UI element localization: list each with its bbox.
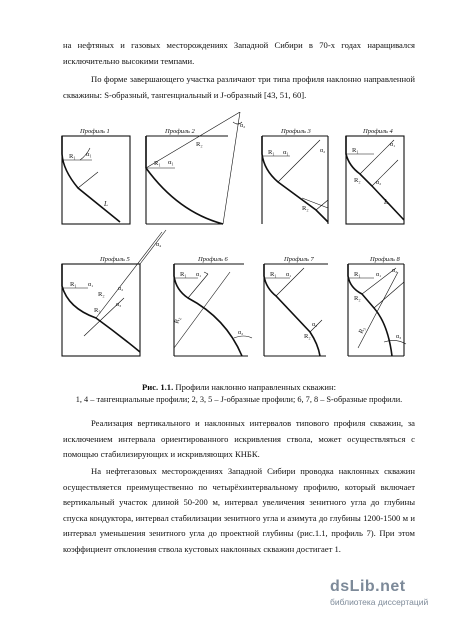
paragraph-profile-types: По форме завершающего участка различают три типа профиля наклонно направленной скважины: S-образный, тангенциальный и J-образный [43, 51, 60]. [63,74,415,100]
p1-r1: R₁ [69,153,76,160]
profile-6-label: Профиль 6 [198,256,228,263]
profile-4 [346,128,404,224]
p2-r1: R₁ [154,160,161,167]
watermark-logo [330,578,445,607]
p5-a4: α₄ [156,242,162,248]
paragraph-west-siberia: На нефтегазовых месторождениях Западной Сибири проводка наклонных скважин осуществляется преимущественно по четырёхинтервальному профилю, который включает вертикальный участок длиной 50-200 м, интервал увеличения зенитного угла до глубины спуска кондуктора, интервал стабилизации зенитного угла и азимута до глубины 1200-1500 м и интервал уменьшения зенитного угла до проектной глубины (рис.1.1, профиль 7). При этом коэффициент отклонения ствола кустовых наклонных скважин достигает 1. [63,466,415,554]
profile-3 [262,128,328,224]
well-profiles-figure [58,112,408,377]
profile-2 [146,112,245,224]
profile-2-label: Профиль 2 [165,128,195,135]
p4-a2: α₂ [376,180,382,186]
p8-r3: R₃ [357,325,367,335]
profile-5 [62,230,166,356]
p5-r2: R₂ [98,291,105,298]
profile-8-label: Профиль 8 [370,256,400,263]
p6-r2: R₂ [173,316,183,325]
p6-a2: α₂ [238,330,244,336]
p5-a1: α₁ [88,282,94,288]
p3-r2: R₂ [302,205,309,212]
profile-8 [348,256,406,356]
p7-r2: R₂ [304,333,311,340]
p3-a1: α₁ [283,149,289,156]
p1-a1: α₁ [86,151,92,158]
p7-r1: R₁ [270,271,277,278]
profile-3-label: Профиль 3 [281,128,311,135]
figure-caption [63,382,415,393]
profile-7 [264,256,328,356]
p3-r1: R₁ [268,149,275,156]
figure-caption-title: Профили наклонно направленных скважин: [175,382,336,392]
profile-7-label: Профиль 7 [284,256,314,263]
p4-r1: R₁ [352,147,359,154]
paragraph-intro: на нефтяных и газовых месторождениях Западной Сибири в 70-х годах наращивался исключительно высокими темпами. [63,40,415,66]
p5-r1: R₁ [70,281,77,288]
p7-a2: α₂ [312,322,318,328]
p8-a1: α₁ [376,272,382,278]
profile-4-label: Профиль 4 [363,128,393,135]
p4-l: L [384,198,388,206]
p4-r2: R₂ [354,177,361,184]
p8-a2: α₂ [392,268,398,274]
p5-a3: α₃ [116,302,122,308]
p8-a3: α₃ [396,334,402,340]
watermark-title: dsLib.net [330,578,406,595]
p3-a2: α₂ [320,148,326,154]
p2-a1: α₁ [168,159,174,166]
profile-1-label: Профиль 1 [80,128,110,135]
p2-a2: α₂ [240,123,246,129]
p8-r2: R₂ [354,295,361,302]
p7-a1: α₁ [286,272,292,278]
p1-l: L [104,200,108,208]
p8-r1: R₁ [354,271,361,278]
p4-a1: α₁ [390,142,396,148]
watermark-subtitle: библиотека диссертаций [330,597,429,607]
figure-caption-number: Рис. 1.1. [142,382,174,392]
figure-caption-legend: 1, 4 – тангенциальные профили; 2, 3, 5 – J-образные профили; 6, 7, 8 – S-образные профили. [75,395,403,404]
p5-r3: R₃ [94,307,101,314]
p6-r1: R₁ [180,271,187,278]
p5-a2: α₂ [118,286,124,292]
paragraph-intervals: Реализация вертикального и наклонных интервалов типового профиля скважин, за исключением интервала ориентированного искривления ствола, может осуществляться с помощью стабилизирующих и искривляющих КНБК. [63,418,415,459]
profile-1 [62,128,130,224]
profile-6 [173,256,252,356]
p2-r2: R₂ [196,141,203,148]
profile-5-label: Профиль 5 [100,256,130,263]
p6-a1: α₁ [196,272,202,278]
